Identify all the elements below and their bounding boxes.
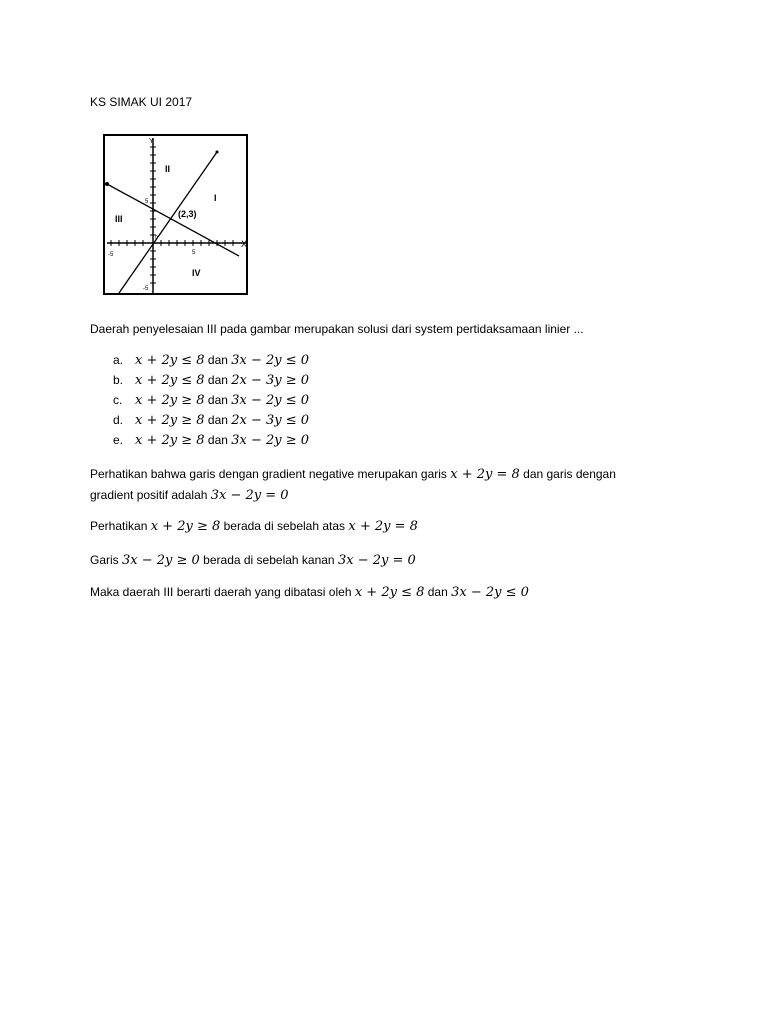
option-a: a. x + 2y ≤ 8 dan 3x − 2y ≤ 0	[113, 353, 310, 368]
origin-label: 0	[155, 235, 158, 241]
tick-label: -5	[143, 286, 149, 292]
x-axis-label: X	[241, 239, 248, 249]
option-b: b. x + 2y ≤ 8 dan 2x − 3y ≥ 0	[113, 373, 310, 388]
tick-label: 5	[192, 250, 196, 256]
graph-figure	[103, 134, 248, 295]
line-endpoint	[216, 151, 219, 154]
intersection-label: (2,3)	[178, 209, 197, 219]
page-title: KS SIMAK UI 2017	[90, 95, 193, 109]
question-text: Daerah penyelesaian III pada gambar merupakan solusi dari system pertidaksamaan linier ...	[90, 322, 584, 336]
y-axis-label: Y	[149, 138, 154, 145]
region-label-i: I	[214, 193, 217, 203]
option-d: d. x + 2y ≥ 8 dan 2x − 3y ≤ 0	[113, 413, 310, 428]
region-label-iii: III	[115, 214, 123, 224]
line-endpoint	[105, 182, 109, 186]
option-e: e. x + 2y ≥ 8 dan 3x − 2y ≥ 0	[113, 433, 310, 448]
tick-label: -5	[108, 252, 114, 258]
tick-label: 5	[145, 199, 149, 205]
solution-paragraph-4: Maka daerah III berarti daerah yang dibatasi oleh x + 2y ≤ 8 dan 3x − 2y ≤ 0	[90, 585, 529, 600]
solution-paragraph-3: Garis 3x − 2y ≥ 0 berada di sebelah kanan 3x − 2y = 0	[90, 553, 416, 568]
answer-options	[113, 350, 309, 450]
solution-paragraph-2: Perhatikan x + 2y ≥ 8 berada di sebelah atas x + 2y = 8	[90, 519, 418, 534]
solution-paragraph-1: Perhatikan bahwa garis dengan gradient negative merupakan garis x + 2y = 8 dan garis dengan gradient positif adalah 3x − 2y = 0	[90, 467, 616, 503]
option-c: c. x + 2y ≥ 8 dan 3x − 2y ≤ 0	[113, 393, 310, 408]
graph-svg	[105, 136, 246, 293]
region-label-ii: II	[165, 164, 171, 174]
region-label-iv: IV	[192, 268, 201, 278]
